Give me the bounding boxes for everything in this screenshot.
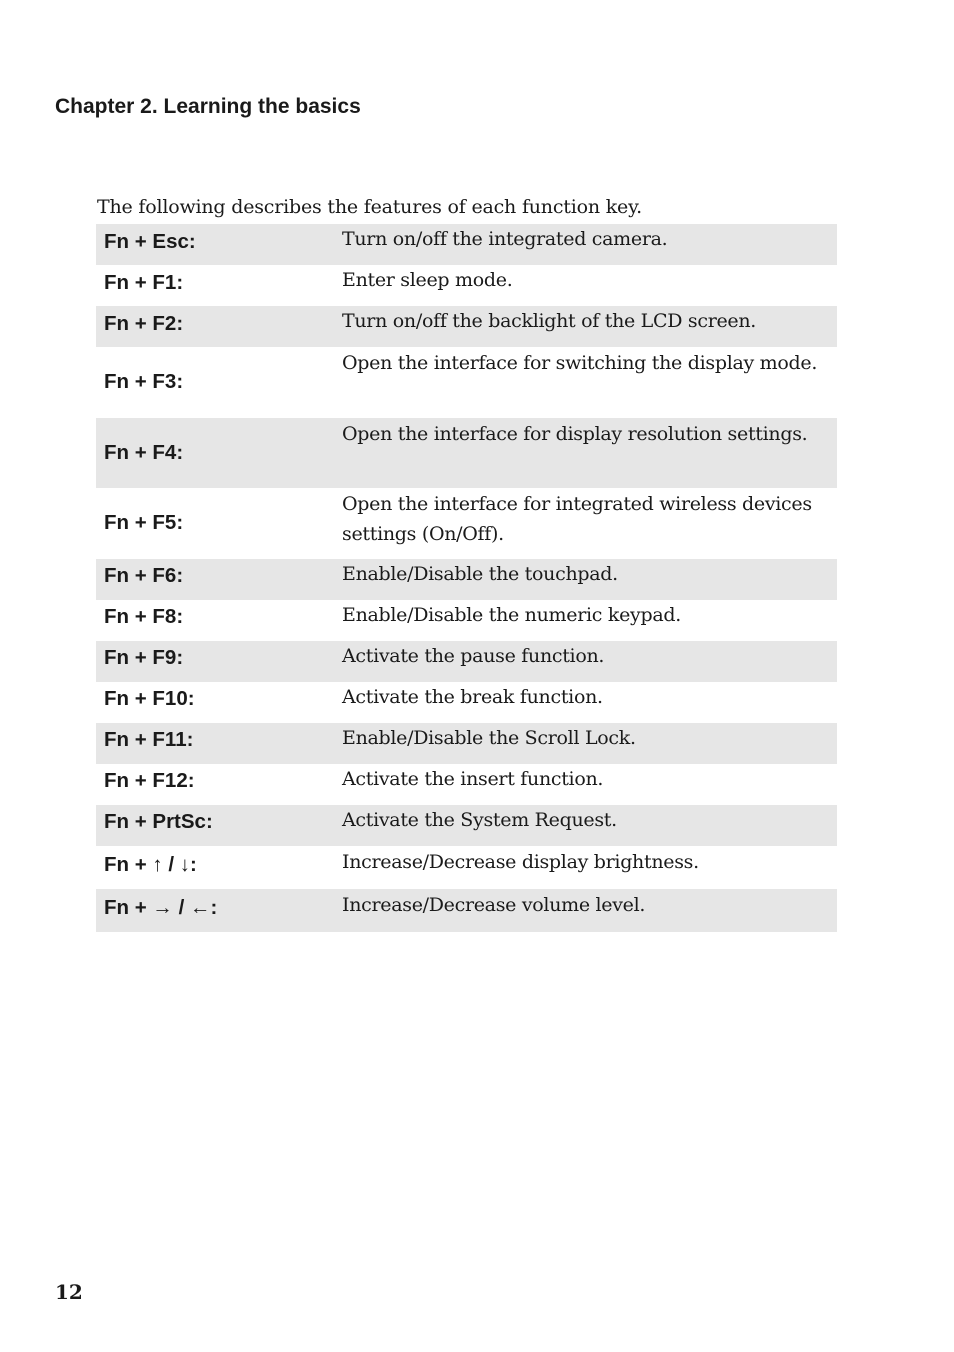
key-description: Increase/Decrease display brightness. bbox=[342, 850, 699, 873]
key-description: Open the interface for switching the display mode. bbox=[342, 352, 818, 374]
chapter-title: Chapter 2. Learning the basics bbox=[55, 95, 361, 118]
table-row bbox=[96, 600, 837, 641]
key-combo: Fn + F5: bbox=[104, 511, 184, 535]
key-description: Activate the System Request. bbox=[342, 808, 617, 831]
key-combo: Fn + F10: bbox=[104, 687, 195, 710]
key-combo: Fn + PrtSc: bbox=[104, 810, 213, 833]
table-row bbox=[96, 418, 837, 489]
page-number: 12 bbox=[55, 1280, 83, 1304]
intro-text: The following describes the features of each function key. bbox=[97, 196, 642, 218]
key-combo: Fn + F8: bbox=[104, 605, 184, 628]
table-row bbox=[96, 488, 837, 559]
table-row bbox=[96, 764, 837, 805]
key-description: Open the interface for display resolution settings. bbox=[342, 422, 808, 445]
key-combo: Fn + F6: bbox=[104, 564, 184, 587]
key-description: Turn on/off the integrated camera. bbox=[342, 228, 668, 250]
table-row bbox=[96, 641, 837, 682]
key-combo: Fn + F1: bbox=[104, 270, 184, 294]
table-row bbox=[96, 682, 837, 723]
key-combo: Fn + F9: bbox=[104, 646, 184, 669]
table-row bbox=[96, 805, 837, 846]
key-combo: Fn + F11: bbox=[104, 728, 194, 751]
key-description: Activate the insert function. bbox=[342, 767, 604, 790]
key-description: Enter sleep mode. bbox=[342, 269, 513, 291]
key-description: Enable/Disable the touchpad. bbox=[342, 562, 618, 585]
table-row bbox=[96, 723, 837, 764]
key-combo: Fn + F4: bbox=[104, 440, 184, 464]
key-combo: Fn + F12: bbox=[104, 769, 195, 792]
key-description: Turn on/off the backlight of the LCD screen. bbox=[342, 310, 757, 332]
table-row bbox=[96, 846, 837, 889]
key-description: Enable/Disable the Scroll Lock. bbox=[342, 726, 636, 749]
key-description: Enable/Disable the numeric keypad. bbox=[342, 603, 681, 626]
table-row bbox=[96, 224, 837, 265]
table-row bbox=[96, 347, 837, 418]
key-combo: Fn + F2: bbox=[104, 311, 184, 335]
table-row bbox=[96, 265, 837, 306]
key-description: Open the interface for integrated wireless devices settings (On/Off). bbox=[342, 493, 812, 545]
table-row bbox=[96, 889, 837, 932]
key-combo: Fn + Esc: bbox=[104, 229, 196, 253]
key-description: Activate the break function. bbox=[342, 685, 603, 708]
key-combo: Fn + → / ←: bbox=[104, 896, 218, 919]
function-key-table bbox=[96, 224, 837, 932]
table-row bbox=[96, 306, 837, 347]
key-combo: Fn + F3: bbox=[104, 370, 184, 394]
key-description: Activate the pause function. bbox=[342, 644, 605, 667]
table-row bbox=[96, 559, 837, 600]
key-combo: Fn + ↑ / ↓: bbox=[104, 853, 197, 876]
key-description: Increase/Decrease volume level. bbox=[342, 893, 646, 916]
